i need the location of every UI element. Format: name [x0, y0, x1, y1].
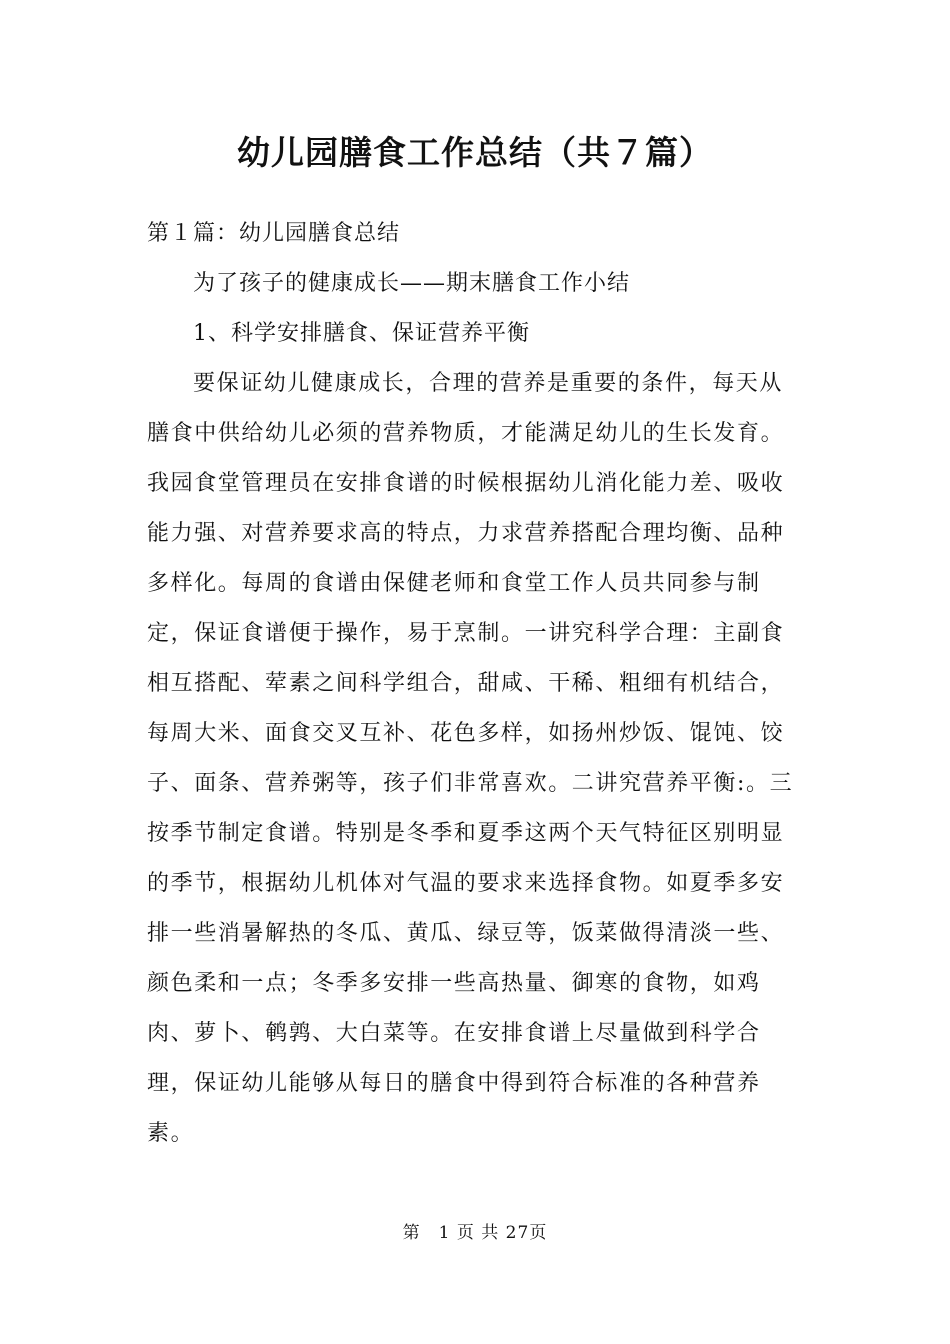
body-line: 相互搭配、荤素之间科学组合，甜咸、干稀、粗细有机结合，	[147, 671, 785, 696]
body-line: 膳食中供给幼儿必须的营养物质，才能满足幼儿的生长发育。	[147, 421, 785, 446]
sub-heading: 为了孩子的健康成长——期末膳食工作小结	[193, 271, 631, 296]
body-paragraph	[147, 364, 827, 1164]
body-line: 素。	[147, 1121, 195, 1146]
body-line: 多样化。每周的食谱由保健老师和食堂工作人员共同参与制	[147, 571, 761, 596]
body-line: 肉、萝卜、鹌鹑、大白菜等。在安排食谱上尽量做到科学合	[147, 1021, 761, 1046]
page-footer: 第 1 页 共 27页	[402, 1223, 548, 1243]
body-line: 的季节，根据幼儿机体对气温的要求来选择食物。如夏季多安	[147, 871, 785, 896]
chapter-heading: 第１篇：幼儿园膳食总结	[147, 221, 401, 246]
body-line: 能力强、对营养要求高的特点，力求营养搭配合理均衡、品种	[147, 521, 785, 546]
body-line: 要保证幼儿健康成长，合理的营养是重要的条件，每天从	[193, 371, 784, 396]
body-line: 每周大米、面食交叉互补、花色多样，如扬州炒饭、馄饨、饺	[147, 721, 785, 746]
body-line: 颜色柔和一点；冬季多安排一些高热量、御寒的食物，如鸡	[147, 971, 761, 996]
body-line: 排一些消暑解热的冬瓜、黄瓜、绿豆等，饭菜做得清淡一些、	[147, 921, 785, 946]
body-line: 定，保证食谱便于操作，易于烹制。一讲究科学合理：主副食	[147, 621, 785, 646]
body-line: 我园食堂管理员在安排食谱的时候根据幼儿消化能力差、吸收	[147, 471, 785, 496]
body-line: 理，保证幼儿能够从每日的膳食中得到符合标准的各种营养	[147, 1071, 761, 1096]
body-line: 子、面条、营养粥等，孩子们非常喜欢。二讲究营养平衡:。三	[147, 771, 794, 796]
body-line: 按季节制定食谱。特别是冬季和夏季这两个天气特征区别明显	[147, 821, 785, 846]
section-heading: 1、科学安排膳食、保证营养平衡	[193, 321, 530, 346]
document-title: 幼儿园膳食工作总结（共７篇）	[237, 133, 713, 172]
